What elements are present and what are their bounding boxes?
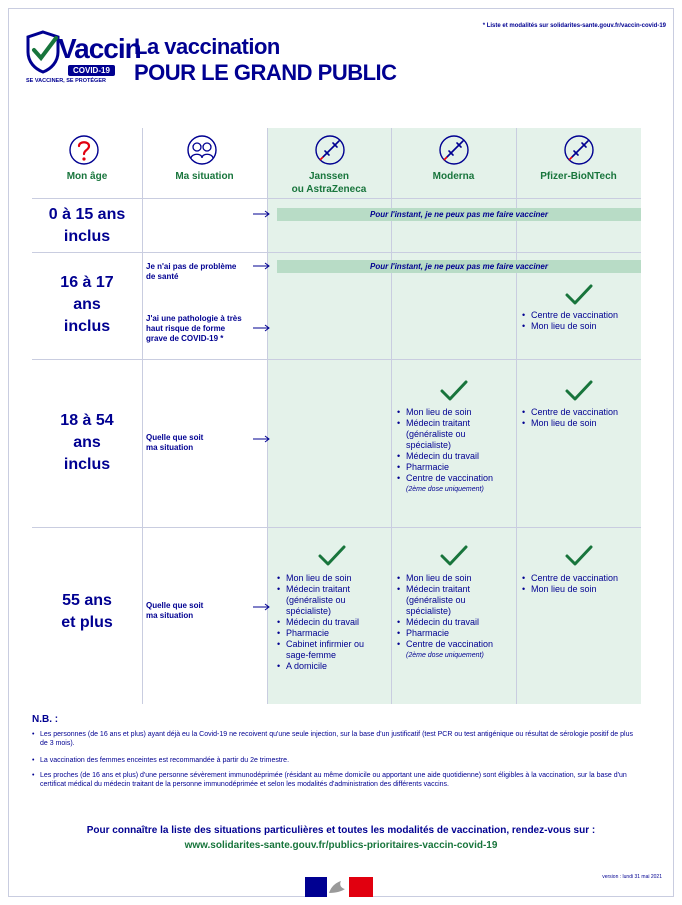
- syringe-icon: [314, 134, 346, 166]
- checkmark-icon: [565, 545, 593, 567]
- checkmark-icon: [318, 545, 346, 567]
- age-label: ans: [73, 296, 101, 313]
- location-item: • Médecin du travail: [397, 451, 513, 462]
- location-item: • Pharmacie: [397, 462, 513, 473]
- version-label: version : lundi 31 mai 2021: [602, 874, 662, 880]
- column-header-moderna: Moderna: [432, 171, 475, 182]
- situation-text: Je n'ai pas de problème: [146, 262, 237, 271]
- location-item: • Mon lieu de soin: [522, 584, 638, 595]
- vaccin-covid-logo: [26, 28, 141, 90]
- column-header-janssen: [267, 170, 391, 196]
- situation-any: [146, 433, 203, 453]
- pfizer-locations-18-54: [522, 407, 638, 429]
- location-item: • Mon lieu de soin: [397, 407, 513, 418]
- shield-check-icon: [26, 30, 60, 74]
- situation-text: de santé: [146, 272, 179, 281]
- row-divider: [32, 252, 641, 253]
- nb-item: • Les proches (de 16 ans et plus) d'une personne sévèrement immunodéprimée (résidant au même domicile ou apportant une aide quotidienne) sont éligibles à la vaccination, sur la base d'un certificat médical du médecin traitant de la personne immunodéprimée et selon les modalités d'administration des différents vaccins.: [32, 771, 642, 789]
- location-item: • Centre de vaccination: [397, 639, 513, 650]
- footer-link[interactable]: www.solidarites-sante.gouv.fr/publics-prioritaires-vaccin-covid-19: [184, 840, 498, 851]
- location-item: • Mon lieu de soin: [522, 321, 638, 332]
- age-label: 55 ans: [62, 592, 112, 609]
- moderna-locations-55-plus: [397, 573, 513, 661]
- age-label: inclus: [63, 318, 111, 335]
- nb-list: [32, 771, 642, 789]
- location-item: • Centre de vaccination: [522, 573, 638, 584]
- pfizer-locations-55-plus: [522, 573, 638, 595]
- not-eligible-bar: Pour l'instant, je ne peux pas me faire vacciner: [277, 208, 641, 221]
- logo-badge: COVID-19: [68, 65, 115, 76]
- second-dose-note: (2ème dose uniquement): [406, 652, 484, 659]
- second-dose-note: (2ème dose uniquement): [406, 486, 484, 493]
- logo-tagline: SE VACCINER, SE PROTÉGER: [26, 78, 106, 84]
- question-mark-icon: [68, 134, 100, 166]
- location-item: • Centre de vaccination: [522, 310, 638, 321]
- age-label: ans: [73, 434, 101, 451]
- row-divider: [32, 527, 641, 528]
- people-icon: [186, 134, 218, 166]
- situation-text: haut risque de forme: [146, 324, 226, 333]
- age-label: et plus: [61, 614, 113, 631]
- location-item: • Cabinet infirmier ou sage-femme: [277, 639, 389, 661]
- age-label: 0 à 15 ans: [48, 206, 126, 223]
- location-item: • Pharmacie: [397, 628, 513, 639]
- republique-francaise-logo: [305, 877, 373, 897]
- situation-text: J'ai une pathologie à très: [146, 314, 242, 323]
- location-item: • Médecin du travail: [397, 617, 513, 628]
- age-label: inclus: [63, 228, 111, 245]
- situation-text: Quelle que soit: [146, 601, 204, 610]
- age-label: 16 à 17: [60, 274, 114, 291]
- nb-item: • Les personnes (de 16 ans et plus) ayant déjà eu la Covid-19 ne recoivent qu'une seule injection, sur la base d'un justificatif (test PCR ou test antigénique ou résultat de sérologie positif de plus de 3 mois).: [32, 730, 642, 748]
- location-item: • Pharmacie: [277, 628, 389, 639]
- syringe-icon: [563, 134, 595, 166]
- situation-high-risk-pathology: [146, 314, 242, 344]
- situation-any: [146, 601, 203, 621]
- location-item: • Mon lieu de soin: [522, 418, 638, 429]
- location-item: • Médecin traitant (généraliste ou spécialiste): [397, 418, 513, 451]
- page-title-line2: POUR LE GRAND PUBLIC: [134, 60, 397, 85]
- age-0-15: [32, 204, 142, 248]
- astrazeneca-label: ou AstraZeneca: [291, 184, 367, 195]
- location-item: • Centre de vaccination: [522, 407, 638, 418]
- nb-item: • La vaccination des femmes enceintes est recommandée à partir du 2e trimestre.: [32, 756, 642, 765]
- situation-text: Quelle que soit: [146, 433, 204, 442]
- logo-word: Vaccin: [58, 33, 141, 64]
- arrow-right-icon: [253, 435, 271, 443]
- location-item: • Médecin du travail: [277, 617, 389, 628]
- syringe-icon: [438, 134, 470, 166]
- location-item: • Mon lieu de soin: [397, 573, 513, 584]
- arrow-right-icon: [253, 603, 271, 611]
- footer-text: Pour connaître la liste des situations particulières et toutes les modalités de vaccination, rendez-vous sur :: [86, 825, 596, 836]
- column-header-age: Mon âge: [66, 171, 108, 182]
- arrow-right-icon: [253, 210, 271, 218]
- situation-text: ma situation: [146, 443, 194, 452]
- age-label: 18 à 54: [60, 412, 114, 429]
- nb-list: [32, 730, 642, 748]
- source-note: * Liste et modalités sur solidarites-sante.gouv.fr/vaccin-covid-19: [482, 23, 666, 29]
- nb-list: [32, 756, 642, 765]
- checkmark-icon: [565, 380, 593, 402]
- checkmark-icon: [565, 284, 593, 306]
- situation-text: ma situation: [146, 611, 194, 620]
- situation-text: grave de COVID-19 *: [146, 334, 224, 343]
- age-55-plus: [32, 590, 142, 634]
- janssen-locations-55-plus: [277, 573, 389, 672]
- pfizer-locations-16-17: [522, 310, 638, 332]
- moderna-locations-18-54: [397, 407, 513, 495]
- checkmark-icon: [440, 380, 468, 402]
- column-divider: [142, 128, 143, 704]
- location-item: • Médecin traitant (généraliste ou spécialiste): [277, 584, 389, 617]
- janssen-label: Janssen: [308, 171, 350, 182]
- location-item: • A domicile: [277, 661, 389, 672]
- not-eligible-bar: Pour l'instant, je ne peux pas me faire vacciner: [277, 260, 641, 273]
- row-divider: [32, 198, 641, 199]
- row-divider: [32, 359, 641, 360]
- location-item: • Centre de vaccination: [397, 473, 513, 484]
- column-header-pfizer: Pfizer-BioNTech: [540, 171, 617, 182]
- age-16-17: [32, 272, 142, 338]
- location-item: • Médecin traitant (généraliste ou spécialiste): [397, 584, 513, 617]
- checkmark-icon: [440, 545, 468, 567]
- nb-title: N.B. :: [32, 714, 59, 725]
- age-label: inclus: [63, 456, 111, 473]
- column-header-situation: Ma situation: [175, 171, 234, 182]
- arrow-right-icon: [253, 324, 271, 332]
- age-18-54: [32, 410, 142, 476]
- location-item: • Mon lieu de soin: [277, 573, 389, 584]
- page-title-line1: La vaccination: [134, 34, 280, 59]
- situation-no-health-problem: [146, 262, 236, 282]
- arrow-right-icon: [253, 262, 271, 270]
